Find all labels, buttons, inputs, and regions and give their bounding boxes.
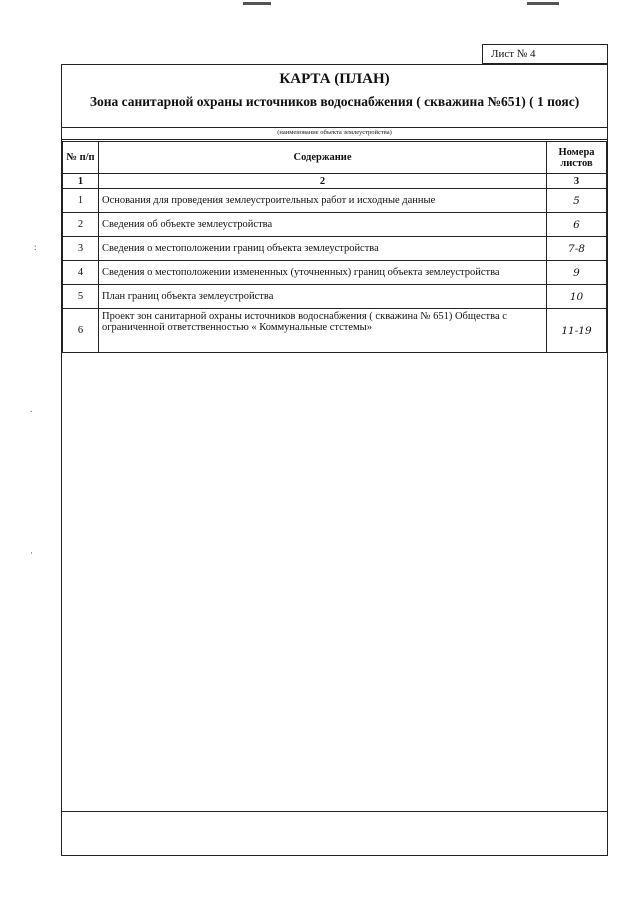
margin-mark: : (34, 242, 37, 252)
table-row (63, 189, 607, 213)
header-sheets: Номера листов (547, 142, 607, 174)
row-num: 6 (63, 309, 99, 353)
index-cell: 3 (547, 174, 607, 189)
row-sheets: 5 (547, 189, 607, 213)
table-header-row (63, 142, 607, 174)
table-row (63, 237, 607, 261)
table-index-row (63, 174, 607, 189)
divider (62, 811, 607, 812)
table-row (63, 261, 607, 285)
row-content: Сведения о местоположении границ объекта землеустройства (99, 237, 547, 261)
object-caption: (наименование объекта землеустройства) (277, 129, 392, 136)
sheet-number: Лист № 4 (482, 44, 608, 64)
row-sheets: 11-19 (547, 309, 607, 353)
document-title: КАРТА (ПЛАН) (279, 71, 390, 87)
table-row (63, 213, 607, 237)
scan-mark (243, 2, 271, 5)
margin-mark: · (30, 548, 33, 558)
document-frame (61, 64, 608, 856)
row-sheets: 9 (547, 261, 607, 285)
contents-table (62, 141, 607, 353)
margin-mark: . (30, 404, 33, 414)
index-cell: 2 (99, 174, 547, 189)
row-content: Основания для проведения землеустроительных работ и исходные данные (99, 189, 547, 213)
header-content: Содержание (99, 142, 547, 174)
index-cell: 1 (63, 174, 99, 189)
row-content: План границ объекта землеустройства (99, 285, 547, 309)
header-num: № п/п (63, 142, 99, 174)
row-content: Проект зон санитарной охраны источников водоснабжения ( скважина № 651) Общества с ограниченной ответственностью « Коммунальные стстемы» (99, 309, 547, 353)
row-sheets: 7-8 (547, 237, 607, 261)
scan-mark (527, 2, 559, 5)
row-sheets: 6 (547, 213, 607, 237)
table-row (63, 285, 607, 309)
title-block (62, 65, 607, 127)
row-num: 2 (63, 213, 99, 237)
row-num: 3 (63, 237, 99, 261)
row-sheets: 10 (547, 285, 607, 309)
divider (62, 139, 607, 140)
row-num: 5 (63, 285, 99, 309)
row-content: Сведения о местоположении измененных (уточненных) границ объекта землеустройства (99, 261, 547, 285)
row-content: Сведения об объекте землеустройства (99, 213, 547, 237)
table-row (63, 309, 607, 353)
document-subtitle: Зона санитарной охраны источников водоснабжения ( скважина №651) ( 1 пояс) (89, 94, 580, 109)
row-num: 1 (63, 189, 99, 213)
row-num: 4 (63, 261, 99, 285)
